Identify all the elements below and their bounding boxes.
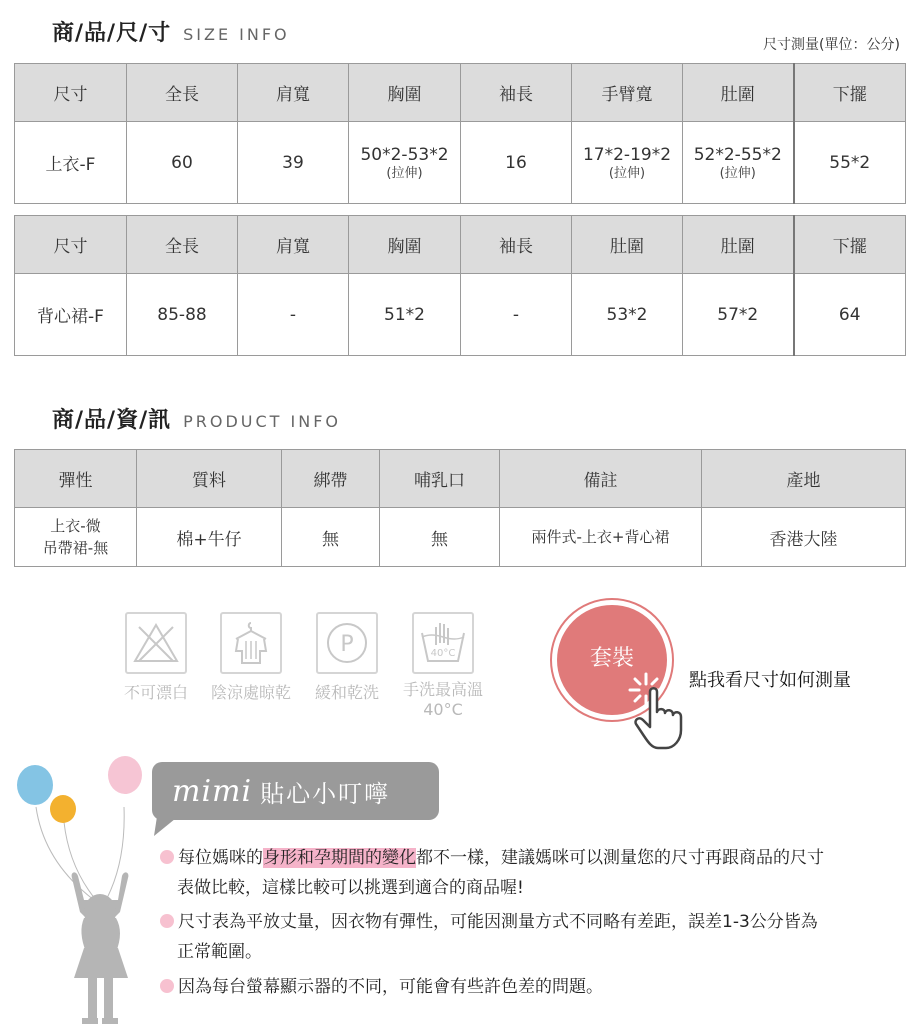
- table-cell: 57*2: [683, 274, 794, 356]
- bottom-size-table: [14, 215, 906, 356]
- hem-cell: 55*2: [794, 122, 906, 204]
- elasticity-cell: [15, 508, 137, 567]
- header-cell: 下擺: [794, 216, 906, 274]
- header-cell: 尺寸: [15, 64, 127, 122]
- table-row: [15, 122, 906, 204]
- tip-1: [160, 843, 824, 903]
- girl-silhouette: [72, 872, 129, 1024]
- bullet-dot-icon: [160, 850, 174, 864]
- no-bleach-icon: [125, 612, 187, 674]
- arm-note: (拉伸): [608, 166, 646, 181]
- bullet-dot-icon: [160, 979, 174, 993]
- header-cell: 產地: [702, 450, 906, 508]
- arm-value: 17*2-19*2: [582, 145, 672, 165]
- product-info-heading: [52, 403, 341, 434]
- origin-cell: 香港大陸: [702, 508, 906, 567]
- tip-2-text-b: 正常範圍。: [177, 942, 262, 962]
- header-cell: 尺寸: [15, 216, 127, 274]
- size-info-title: 商/品/尺/寸: [52, 21, 172, 46]
- header-cell: 手臂寬: [572, 64, 683, 122]
- chest-value: 50*2-53*2: [360, 145, 449, 165]
- strap-cell: 無: [282, 508, 380, 567]
- bullet-dot-icon: [160, 914, 174, 928]
- care-gentle-dry-clean: [309, 612, 385, 703]
- material-cell: 棉+牛仔: [137, 508, 282, 567]
- elasticity-top: 上衣-微: [50, 517, 101, 535]
- header-cell: 備註: [500, 450, 702, 508]
- tip-2: [160, 907, 818, 967]
- header-cell: 質料: [137, 450, 282, 508]
- tips-title: 貼心小叮嚀: [260, 779, 391, 808]
- care-hand-wash: [400, 612, 486, 720]
- measure-guide-link[interactable]: 點我看尺寸如何測量: [689, 670, 851, 691]
- header-cell: 袖長: [461, 64, 572, 122]
- shade-dry-icon: [220, 612, 282, 674]
- table-cell: -: [238, 274, 349, 356]
- header-cell: 哺乳口: [380, 450, 500, 508]
- tip-3-text: 因為每台螢幕顯示器的不同，可能會有些許色差的問題。: [178, 977, 603, 997]
- header-cell: 全長: [127, 64, 238, 122]
- table-cell: 64: [794, 274, 906, 356]
- table-row: [15, 508, 906, 567]
- nursing-cell: 無: [380, 508, 500, 567]
- chest-cell: [349, 122, 461, 204]
- yellow-balloon: [50, 795, 76, 823]
- header-cell: 全長: [127, 216, 238, 274]
- header-cell: 胸圍: [349, 216, 461, 274]
- header-cell: 胸圍: [349, 64, 461, 122]
- belly-cell: [683, 122, 794, 204]
- table-header-row: [15, 64, 906, 122]
- note-cell: 兩件式-上衣+背心裙: [500, 508, 702, 567]
- set-badge-label: 套裝: [589, 645, 634, 671]
- arm-cell: [572, 122, 683, 204]
- chest-note: (拉伸): [386, 166, 423, 181]
- girl-with-balloons-illustration: [14, 752, 154, 1028]
- brand-mimi: mimi: [172, 773, 253, 809]
- belly-note: (拉伸): [719, 166, 756, 181]
- tip-1-highlight: 身形和孕期間的變化: [263, 848, 416, 868]
- sleeve-cell: 16: [461, 122, 572, 204]
- product-info-table: [14, 449, 906, 567]
- header-cell: 下擺: [794, 64, 906, 122]
- tip-1-text-c: 表做比較，這樣比較可以挑選到適合的商品喔!: [177, 878, 524, 898]
- hand-wash-icon: [412, 612, 474, 674]
- table-cell: 85-88: [127, 274, 238, 356]
- length-cell: 60: [127, 122, 238, 204]
- shade-dry-label: 陰涼處晾乾: [210, 683, 291, 702]
- top-size-table: [14, 63, 906, 204]
- shoulder-cell: 39: [238, 122, 349, 204]
- table-cell: 51*2: [349, 274, 461, 356]
- gentle-dry-clean-label: 緩和乾洗: [314, 683, 379, 702]
- table-cell: -: [461, 274, 572, 356]
- size-info-heading: [52, 16, 290, 47]
- tip-1-text-b: 都不一樣，建議媽咪可以測量您的尺寸再跟商品的尺寸: [416, 848, 824, 868]
- hand-wash-temp-mark: 40°C: [430, 648, 456, 659]
- tip-2-text-a: 尺寸表為平放丈量，因衣物有彈性，可能因測量方式不同略有差距，誤差1-3公分皆為: [178, 912, 818, 932]
- belly-value: 52*2-55*2: [693, 145, 782, 165]
- header-cell: 綁帶: [282, 450, 380, 508]
- tips-heading-bubble: [152, 762, 439, 820]
- table-cell: 53*2: [572, 274, 683, 356]
- blue-balloon: [17, 765, 53, 805]
- elasticity-dress: 吊帶裙-無: [42, 539, 109, 557]
- care-no-bleach: [118, 612, 194, 703]
- dry-clean-p-icon: [316, 612, 378, 674]
- table-cell: 背心裙-F: [15, 274, 127, 356]
- header-cell: 肚圍: [683, 64, 794, 122]
- tip-1-text-a: 每位媽咪的: [178, 848, 263, 868]
- size-info-subtitle: SIZE INFO: [183, 25, 290, 44]
- header-cell: 袖長: [461, 216, 572, 274]
- product-info-subtitle: PRODUCT INFO: [183, 412, 342, 431]
- header-cell: 肚圍: [683, 216, 794, 274]
- hand-wash-temp: 40°C: [423, 700, 463, 719]
- unit-note: 尺寸測量(單位：公分): [763, 37, 900, 53]
- size-cell: 上衣-F: [15, 122, 127, 204]
- table-header-row: [15, 450, 906, 508]
- header-cell: 肚圍: [572, 216, 683, 274]
- header-cell: 彈性: [15, 450, 137, 508]
- hand-wash-label: 手洗最高溫: [402, 680, 483, 699]
- tip-3: [160, 972, 603, 1002]
- table-header-row: [15, 216, 906, 274]
- table-row: [15, 274, 906, 356]
- care-shade-dry: [205, 612, 297, 703]
- header-cell: 肩寬: [238, 64, 349, 122]
- header-cell: 肩寬: [238, 216, 349, 274]
- dry-clean-p-letter: P: [340, 632, 354, 657]
- product-info-title: 商/品/資/訊: [52, 408, 172, 433]
- pink-balloon: [108, 756, 142, 794]
- no-bleach-label: 不可漂白: [123, 683, 188, 702]
